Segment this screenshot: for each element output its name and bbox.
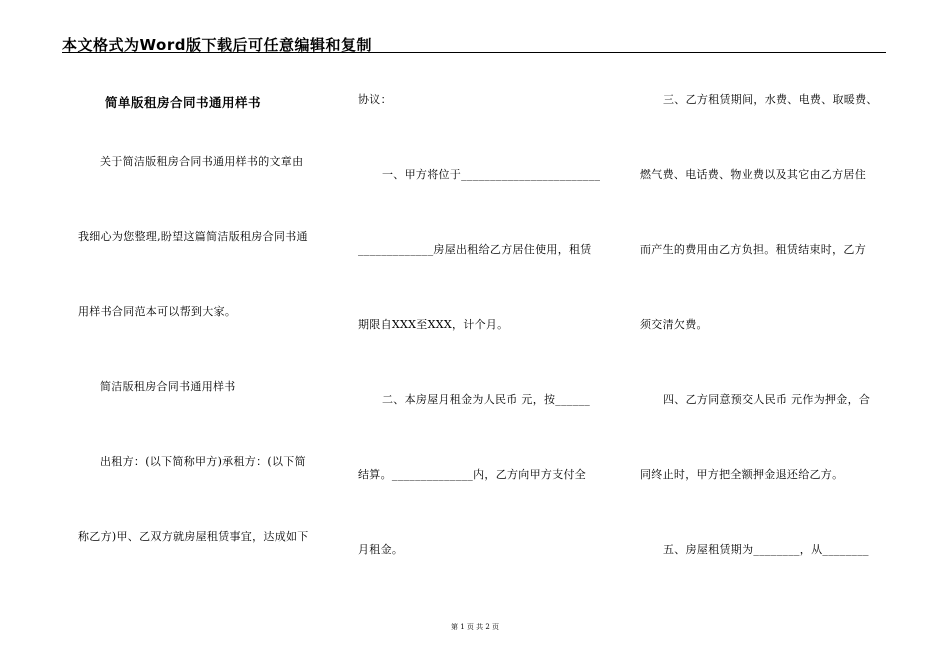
page-number: 第 1 页 共 2 页 — [450, 623, 500, 631]
document-title: 简单版租房合同书通用样书 — [105, 95, 262, 110]
paragraph-line: 四、乙方同意预交人民币 元作为押金，合 — [663, 393, 871, 406]
paragraph-line: 期限自XXX至XXX，计个月。 — [358, 318, 509, 331]
paragraph-line: 用样书合同范本可以帮到大家。 — [78, 305, 237, 318]
paragraph-line: 而产生的费用由乙方负担。租赁结束时，乙方 — [640, 243, 866, 256]
paragraph-line: 月租金。 — [358, 543, 404, 556]
paragraph-line: 燃气费、电话费、物业费以及其它由乙方居住 — [640, 168, 866, 181]
paragraph-line: 三、乙方租赁期间，水费、电费、取暖费、 — [663, 93, 878, 106]
paragraph-line: 协议： — [358, 93, 392, 106]
header-title: 本文格式为Word版下载后可任意编辑和复制 — [62, 36, 372, 54]
paragraph-line: 结算。______________内，乙方向甲方支付全 — [358, 468, 587, 481]
paragraph-line: 同终止时，甲方把全额押金退还给乙方。 — [640, 468, 844, 481]
paragraph-line: 出租方：(以下简称甲方)承租方：(以下简 — [100, 455, 306, 468]
paragraph-line: 五、房屋租赁期为________，从________ — [663, 543, 869, 556]
paragraph-line: 称乙方)甲、乙双方就房屋租赁事宜，达成如下 — [78, 530, 309, 543]
paragraph-line: 我细心为您整理,盼望这篇简洁版租房合同书通 — [78, 230, 308, 243]
paragraph-line: 二、本房屋月租金为人民币 元，按______ — [382, 393, 591, 406]
paragraph-line: 关于简洁版租房合同书通用样书的文章由 — [100, 155, 304, 168]
paragraph-line: _____________房屋出租给乙方居住使用，租赁 — [358, 243, 592, 256]
paragraph-line: 须交清欠费。 — [640, 318, 708, 331]
header-divider — [62, 52, 886, 53]
paragraph-line: 简洁版租房合同书通用样书 — [100, 380, 236, 393]
paragraph-line: 一、甲方将位于________________________ — [382, 168, 601, 181]
